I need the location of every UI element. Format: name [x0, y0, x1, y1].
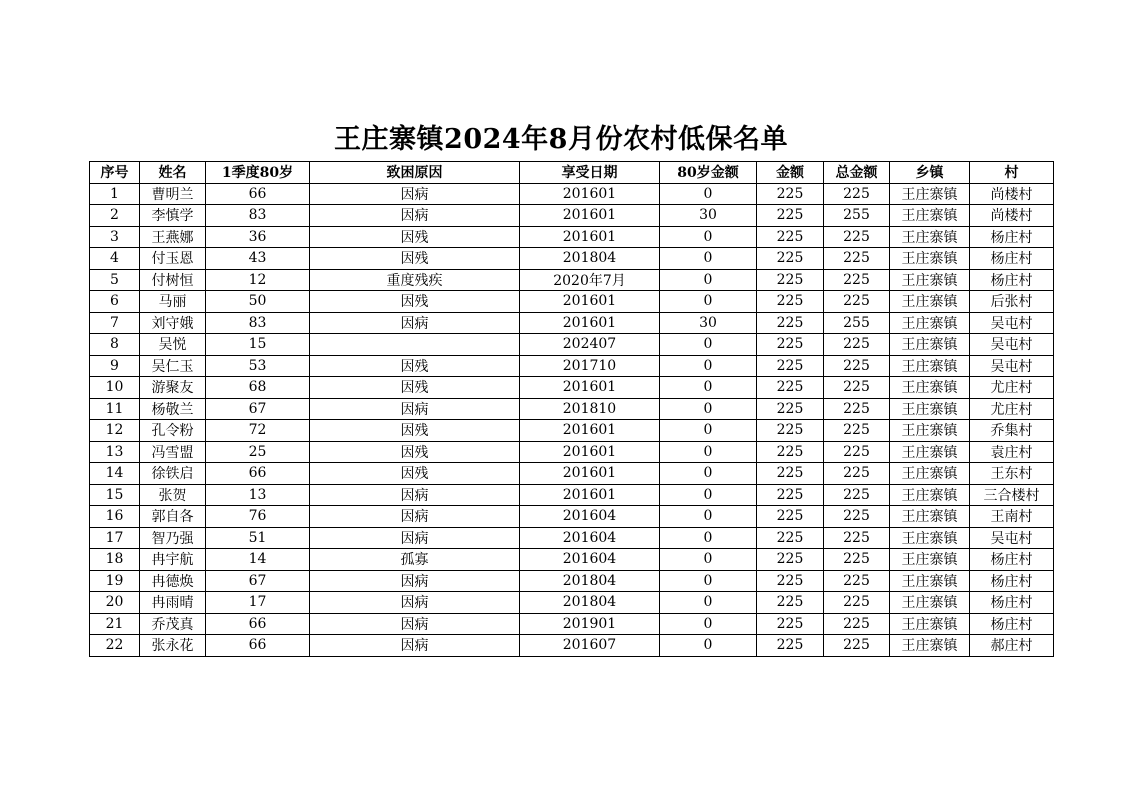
cell-reason: 因残 [310, 463, 520, 485]
cell-name: 冉雨晴 [140, 592, 206, 614]
cell-name: 付树恒 [140, 269, 206, 291]
cell-name: 杨敬兰 [140, 398, 206, 420]
cell-age80-amount: 0 [660, 570, 757, 592]
cell-start-date: 201804 [520, 570, 660, 592]
cell-start-date: 201601 [520, 205, 660, 227]
cell-start-date: 201601 [520, 183, 660, 205]
cell-start-date: 201601 [520, 441, 660, 463]
cell-reason: 因残 [310, 377, 520, 399]
cell-age80-amount: 0 [660, 635, 757, 657]
cell-reason: 因病 [310, 484, 520, 506]
cell-q1-age80: 17 [206, 592, 310, 614]
cell-township: 王庄寨镇 [890, 248, 970, 270]
cell-q1-age80: 51 [206, 527, 310, 549]
cell-age80-amount: 0 [660, 226, 757, 248]
cell-village: 王东村 [970, 463, 1054, 485]
cell-township: 王庄寨镇 [890, 484, 970, 506]
cell-start-date: 201710 [520, 355, 660, 377]
cell-name: 马丽 [140, 291, 206, 313]
cell-amount: 225 [757, 312, 824, 334]
cell-village: 杨庄村 [970, 248, 1054, 270]
cell-q1-age80: 66 [206, 613, 310, 635]
cell-total-amount: 225 [824, 291, 890, 313]
cell-total-amount: 255 [824, 312, 890, 334]
table-row [90, 205, 1054, 227]
cell-index: 2 [90, 205, 140, 227]
cell-index: 15 [90, 484, 140, 506]
cell-township: 王庄寨镇 [890, 527, 970, 549]
table-row [90, 398, 1054, 420]
cell-name: 冉宇航 [140, 549, 206, 571]
cell-q1-age80: 50 [206, 291, 310, 313]
cell-township: 王庄寨镇 [890, 570, 970, 592]
cell-amount: 225 [757, 613, 824, 635]
cell-amount: 225 [757, 205, 824, 227]
cell-village: 杨庄村 [970, 592, 1054, 614]
cell-q1-age80: 12 [206, 269, 310, 291]
cell-age80-amount: 0 [660, 355, 757, 377]
cell-amount: 225 [757, 441, 824, 463]
cell-reason: 因病 [310, 506, 520, 528]
cell-name: 智乃强 [140, 527, 206, 549]
cell-name: 吴悦 [140, 334, 206, 356]
cell-q1-age80: 83 [206, 205, 310, 227]
header-index: 序号 [90, 162, 140, 184]
cell-total-amount: 225 [824, 377, 890, 399]
cell-age80-amount: 0 [660, 527, 757, 549]
table-row [90, 441, 1054, 463]
cell-reason: 重度残疾 [310, 269, 520, 291]
cell-age80-amount: 0 [660, 441, 757, 463]
table-row [90, 377, 1054, 399]
cell-name: 刘守娥 [140, 312, 206, 334]
cell-total-amount: 255 [824, 205, 890, 227]
cell-village: 三合楼村 [970, 484, 1054, 506]
cell-index: 14 [90, 463, 140, 485]
cell-start-date: 201810 [520, 398, 660, 420]
header-village: 村 [970, 162, 1054, 184]
cell-start-date: 201604 [520, 527, 660, 549]
table-row [90, 506, 1054, 528]
header-township: 乡镇 [890, 162, 970, 184]
cell-name: 郭自各 [140, 506, 206, 528]
cell-name: 孔令粉 [140, 420, 206, 442]
cell-reason: 因病 [310, 570, 520, 592]
table-body [90, 183, 1054, 656]
cell-total-amount: 225 [824, 248, 890, 270]
cell-total-amount: 225 [824, 527, 890, 549]
cell-index: 13 [90, 441, 140, 463]
cell-index: 10 [90, 377, 140, 399]
cell-reason: 因残 [310, 441, 520, 463]
cell-village: 杨庄村 [970, 226, 1054, 248]
cell-amount: 225 [757, 484, 824, 506]
cell-q1-age80: 83 [206, 312, 310, 334]
cell-reason: 因病 [310, 613, 520, 635]
cell-name: 曹明兰 [140, 183, 206, 205]
cell-township: 王庄寨镇 [890, 205, 970, 227]
cell-amount: 225 [757, 463, 824, 485]
header-row [90, 162, 1054, 184]
cell-village: 吴屯村 [970, 527, 1054, 549]
cell-township: 王庄寨镇 [890, 635, 970, 657]
cell-index: 18 [90, 549, 140, 571]
cell-start-date: 201604 [520, 506, 660, 528]
cell-township: 王庄寨镇 [890, 506, 970, 528]
cell-village: 杨庄村 [970, 613, 1054, 635]
table-row [90, 183, 1054, 205]
cell-age80-amount: 0 [660, 183, 757, 205]
cell-total-amount: 225 [824, 592, 890, 614]
cell-age80-amount: 0 [660, 613, 757, 635]
cell-name: 冯雪盟 [140, 441, 206, 463]
cell-total-amount: 225 [824, 334, 890, 356]
cell-name: 冉德焕 [140, 570, 206, 592]
cell-name: 张永花 [140, 635, 206, 657]
document-title: 王庄寨镇2024年8月份农村低保名单 [334, 124, 788, 155]
cell-age80-amount: 30 [660, 312, 757, 334]
cell-age80-amount: 0 [660, 592, 757, 614]
cell-q1-age80: 76 [206, 506, 310, 528]
table-row [90, 334, 1054, 356]
table-row [90, 592, 1054, 614]
cell-start-date: 201804 [520, 248, 660, 270]
cell-total-amount: 225 [824, 613, 890, 635]
cell-total-amount: 225 [824, 355, 890, 377]
cell-index: 21 [90, 613, 140, 635]
cell-index: 16 [90, 506, 140, 528]
cell-age80-amount: 0 [660, 463, 757, 485]
cell-village: 王南村 [970, 506, 1054, 528]
cell-amount: 225 [757, 355, 824, 377]
cell-index: 20 [90, 592, 140, 614]
cell-name: 游聚友 [140, 377, 206, 399]
cell-index: 9 [90, 355, 140, 377]
cell-township: 王庄寨镇 [890, 441, 970, 463]
cell-start-date: 201601 [520, 484, 660, 506]
header-q1-age80: 1季度80岁 [206, 162, 310, 184]
cell-age80-amount: 0 [660, 334, 757, 356]
cell-amount: 225 [757, 183, 824, 205]
cell-index: 12 [90, 420, 140, 442]
table-row [90, 226, 1054, 248]
cell-start-date: 201601 [520, 377, 660, 399]
cell-amount: 225 [757, 570, 824, 592]
cell-village: 乔集村 [970, 420, 1054, 442]
cell-start-date: 201601 [520, 291, 660, 313]
cell-amount: 225 [757, 248, 824, 270]
cell-reason: 孤寡 [310, 549, 520, 571]
cell-total-amount: 225 [824, 506, 890, 528]
cell-amount: 225 [757, 506, 824, 528]
cell-total-amount: 225 [824, 420, 890, 442]
cell-reason: 因病 [310, 592, 520, 614]
cell-amount: 225 [757, 635, 824, 657]
cell-amount: 225 [757, 334, 824, 356]
cell-q1-age80: 68 [206, 377, 310, 399]
cell-q1-age80: 53 [206, 355, 310, 377]
table-row [90, 420, 1054, 442]
cell-age80-amount: 0 [660, 269, 757, 291]
cell-reason: 因残 [310, 248, 520, 270]
table-row [90, 635, 1054, 657]
cell-amount: 225 [757, 291, 824, 313]
cell-township: 王庄寨镇 [890, 291, 970, 313]
cell-index: 4 [90, 248, 140, 270]
cell-index: 6 [90, 291, 140, 313]
cell-reason: 因病 [310, 527, 520, 549]
cell-township: 王庄寨镇 [890, 613, 970, 635]
cell-reason: 因病 [310, 183, 520, 205]
cell-age80-amount: 30 [660, 205, 757, 227]
header-reason: 致困原因 [310, 162, 520, 184]
cell-q1-age80: 25 [206, 441, 310, 463]
cell-village: 尚楼村 [970, 183, 1054, 205]
cell-reason: 因残 [310, 226, 520, 248]
cell-index: 8 [90, 334, 140, 356]
cell-q1-age80: 66 [206, 463, 310, 485]
cell-amount: 225 [757, 269, 824, 291]
cell-village: 郝庄村 [970, 635, 1054, 657]
cell-reason: 因病 [310, 312, 520, 334]
cell-index: 5 [90, 269, 140, 291]
cell-township: 王庄寨镇 [890, 549, 970, 571]
header-total-amount: 总金额 [824, 162, 890, 184]
cell-amount: 225 [757, 226, 824, 248]
cell-start-date: 201601 [520, 463, 660, 485]
cell-reason: 因病 [310, 398, 520, 420]
cell-township: 王庄寨镇 [890, 355, 970, 377]
cell-index: 17 [90, 527, 140, 549]
cell-amount: 225 [757, 420, 824, 442]
cell-index: 22 [90, 635, 140, 657]
cell-start-date: 201607 [520, 635, 660, 657]
cell-total-amount: 225 [824, 183, 890, 205]
cell-age80-amount: 0 [660, 420, 757, 442]
cell-village: 吴屯村 [970, 334, 1054, 356]
cell-start-date: 201901 [520, 613, 660, 635]
table-row [90, 549, 1054, 571]
cell-start-date: 201601 [520, 312, 660, 334]
table-row [90, 527, 1054, 549]
cell-village: 后张村 [970, 291, 1054, 313]
table-row [90, 248, 1054, 270]
cell-age80-amount: 0 [660, 398, 757, 420]
header-name: 姓名 [140, 162, 206, 184]
cell-q1-age80: 66 [206, 183, 310, 205]
cell-start-date: 201804 [520, 592, 660, 614]
table-row [90, 291, 1054, 313]
cell-township: 王庄寨镇 [890, 226, 970, 248]
cell-township: 王庄寨镇 [890, 420, 970, 442]
cell-amount: 225 [757, 549, 824, 571]
cell-index: 7 [90, 312, 140, 334]
table-row [90, 269, 1054, 291]
cell-name: 付玉恩 [140, 248, 206, 270]
cell-age80-amount: 0 [660, 549, 757, 571]
cell-index: 19 [90, 570, 140, 592]
cell-township: 王庄寨镇 [890, 463, 970, 485]
cell-start-date: 201601 [520, 420, 660, 442]
header-amount: 金额 [757, 162, 824, 184]
cell-name: 李慎学 [140, 205, 206, 227]
cell-village: 尤庄村 [970, 377, 1054, 399]
cell-total-amount: 225 [824, 484, 890, 506]
cell-name: 乔茂真 [140, 613, 206, 635]
cell-name: 王燕娜 [140, 226, 206, 248]
cell-township: 王庄寨镇 [890, 183, 970, 205]
cell-village: 杨庄村 [970, 570, 1054, 592]
cell-index: 11 [90, 398, 140, 420]
cell-township: 王庄寨镇 [890, 398, 970, 420]
cell-index: 3 [90, 226, 140, 248]
cell-start-date: 2020年7月 [520, 269, 660, 291]
cell-total-amount: 225 [824, 549, 890, 571]
cell-village: 尤庄村 [970, 398, 1054, 420]
cell-total-amount: 225 [824, 441, 890, 463]
roster-table [89, 161, 1054, 657]
cell-township: 王庄寨镇 [890, 269, 970, 291]
cell-village: 杨庄村 [970, 549, 1054, 571]
table-row [90, 484, 1054, 506]
cell-name: 张贺 [140, 484, 206, 506]
cell-q1-age80: 43 [206, 248, 310, 270]
cell-amount: 225 [757, 377, 824, 399]
cell-village: 袁庄村 [970, 441, 1054, 463]
cell-amount: 225 [757, 527, 824, 549]
cell-township: 王庄寨镇 [890, 312, 970, 334]
table-row [90, 570, 1054, 592]
cell-township: 王庄寨镇 [890, 377, 970, 399]
cell-age80-amount: 0 [660, 291, 757, 313]
cell-amount: 225 [757, 398, 824, 420]
cell-q1-age80: 66 [206, 635, 310, 657]
cell-reason: 因残 [310, 420, 520, 442]
cell-reason [310, 334, 520, 356]
cell-q1-age80: 67 [206, 398, 310, 420]
table-row [90, 312, 1054, 334]
cell-total-amount: 225 [824, 269, 890, 291]
cell-total-amount: 225 [824, 570, 890, 592]
cell-township: 王庄寨镇 [890, 592, 970, 614]
cell-village: 杨庄村 [970, 269, 1054, 291]
cell-township: 王庄寨镇 [890, 334, 970, 356]
cell-q1-age80: 15 [206, 334, 310, 356]
cell-q1-age80: 36 [206, 226, 310, 248]
cell-name: 徐铁启 [140, 463, 206, 485]
cell-q1-age80: 67 [206, 570, 310, 592]
cell-reason: 因病 [310, 205, 520, 227]
cell-q1-age80: 72 [206, 420, 310, 442]
cell-total-amount: 225 [824, 635, 890, 657]
cell-total-amount: 225 [824, 226, 890, 248]
cell-q1-age80: 13 [206, 484, 310, 506]
table-row [90, 463, 1054, 485]
header-age80-amount: 80岁金额 [660, 162, 757, 184]
cell-total-amount: 225 [824, 463, 890, 485]
cell-start-date: 202407 [520, 334, 660, 356]
cell-age80-amount: 0 [660, 377, 757, 399]
cell-reason: 因残 [310, 355, 520, 377]
cell-reason: 因病 [310, 635, 520, 657]
cell-start-date: 201604 [520, 549, 660, 571]
cell-name: 吴仁玉 [140, 355, 206, 377]
cell-age80-amount: 0 [660, 248, 757, 270]
cell-village: 尚楼村 [970, 205, 1054, 227]
cell-age80-amount: 0 [660, 484, 757, 506]
table-row [90, 355, 1054, 377]
table-row [90, 613, 1054, 635]
header-start-date: 享受日期 [520, 162, 660, 184]
cell-start-date: 201601 [520, 226, 660, 248]
cell-q1-age80: 14 [206, 549, 310, 571]
cell-total-amount: 225 [824, 398, 890, 420]
cell-index: 1 [90, 183, 140, 205]
cell-village: 吴屯村 [970, 355, 1054, 377]
cell-amount: 225 [757, 592, 824, 614]
cell-reason: 因残 [310, 291, 520, 313]
cell-village: 吴屯村 [970, 312, 1054, 334]
cell-age80-amount: 0 [660, 506, 757, 528]
